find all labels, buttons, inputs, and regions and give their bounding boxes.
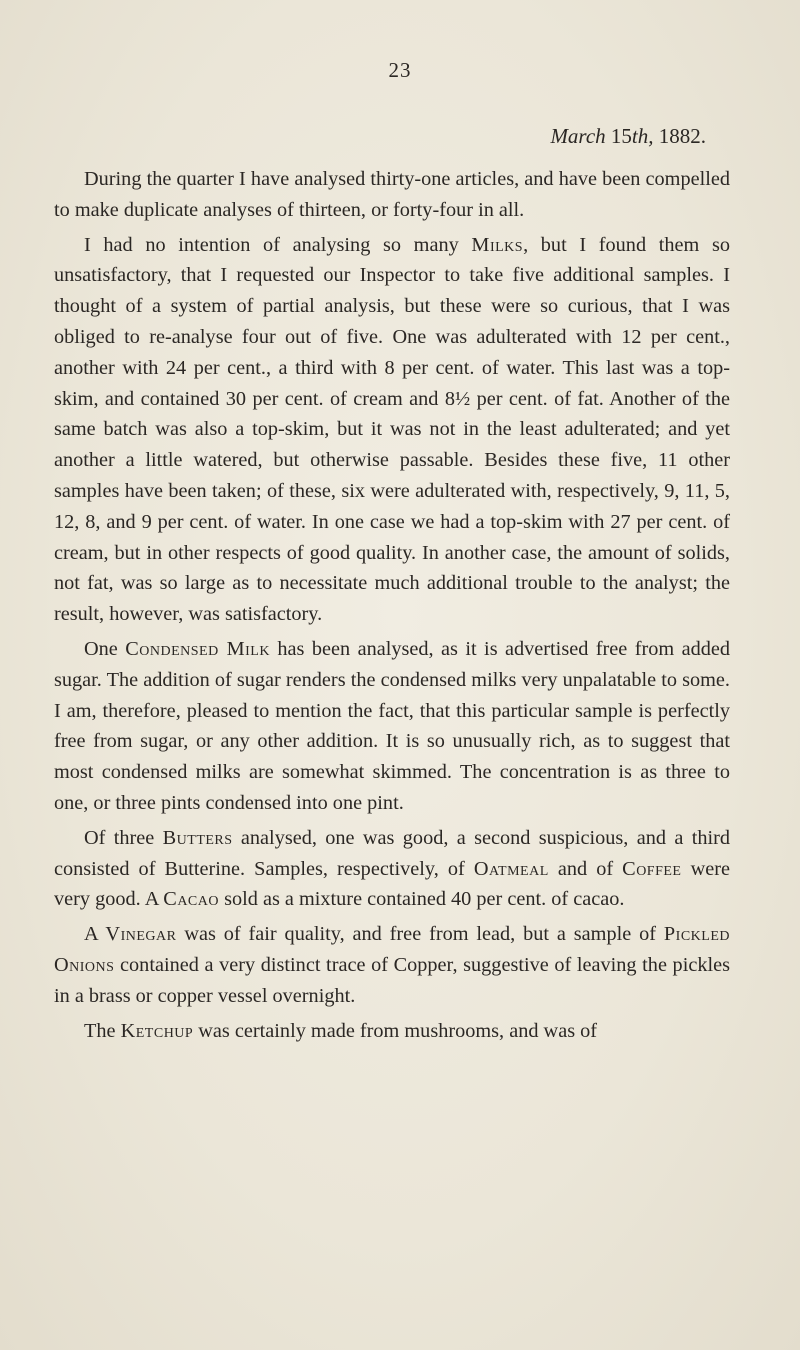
paragraph-text: A [84,923,106,946]
paragraph-text: Of three [84,826,163,849]
item-heading: Cacao [163,888,219,911]
report-body [54,164,730,1050]
paragraph-text: During the quarter I have analysed thirty-one articles, and have been compelled to make duplicate analyses of thirteen, or forty-four in all. [54,168,730,221]
paragraph-text: I had no intention of analysing so many [84,233,472,256]
paragraph-text: , but I found them so unsatisfactory, that I requested our Inspector to take five additional samples. I thought of a system of partial analysis, but these were so curious, that I was obliged to re-analyse four out of five. One was adulterated with 12 per cent., another with 24 per cent., a third with 8 per cent. of water. This last was a top-skim, and contained 30 per cent. of cream and 8½ per cent. of fat. Another of the same batch was also a top-skim, but it was not in the least adulterated; and yet another a little watered, but otherwise passable. Besides these five, 11 other samples have been taken; of these, six were adulterated with, respectively, 9, 11, 5, 12, 8, and 9 per cent. of water. In one case we had a top-skim with 27 per cent. of cream, but in other respects of good quality. In another case, the amount of solids, not fat, was so large as to necessitate much additional trouble to the analyst; the result, however, was satisfactory. [54,233,730,626]
paragraph-text: One [84,637,126,660]
paragraph-text: contained a very distinct trace of Copper, suggestive of leaving the pickles in a brass or copper vessel overnight. [54,953,730,1007]
paragraph-text: has been analysed, as it is advertised free from added sugar. The addition of sugar renders the condensed milks very unpalatable to some. I am, therefore, pleased to mention the fact, that this particular sample is perfectly free from sugar, or any other addition. It is so unusually rich, as to suggest that most condensed milks are somewhat skimmed. The concentration is as three to one, or three pints condensed into one pint. [54,637,730,814]
paragraph-text: analysed, one was good, a second suspicious, and a third consisted of Butterine. Samples, respectively, of [54,826,730,880]
paragraph-text: was of fair quality, and free from lead, but a sample of [176,923,664,946]
date-year: 1882. [658,124,706,148]
paragraph [54,1016,730,1047]
paragraph [54,919,730,1011]
paragraph [54,634,730,819]
date-month: March [550,124,606,148]
paragraph-text: were very good. A [54,857,730,911]
paragraph-text: The [84,1019,121,1042]
date-day: 15 [610,124,632,148]
paragraph-text: was certainly made from mushrooms, and was of [193,1019,598,1042]
paragraph-text: and of [548,857,623,880]
page-number: 23 [388,58,412,82]
item-heading: Oatmeal [473,857,549,880]
paragraph [54,164,730,226]
item-heading: Condensed Milk [125,637,270,660]
paragraph [54,230,730,630]
item-heading: Butters [162,826,233,849]
item-heading: Milks [471,233,524,256]
dateline [550,124,706,149]
date-ordinal: th, [631,124,654,148]
paragraph-text: sold as a mixture contained 40 per cent. of cacao. [219,888,625,911]
item-heading: Vinegar [105,923,177,946]
item-heading: Pickled Onions [54,923,730,976]
item-heading: Coffee [622,857,682,880]
paragraph [54,823,730,915]
item-heading: Ketchup [120,1019,194,1042]
